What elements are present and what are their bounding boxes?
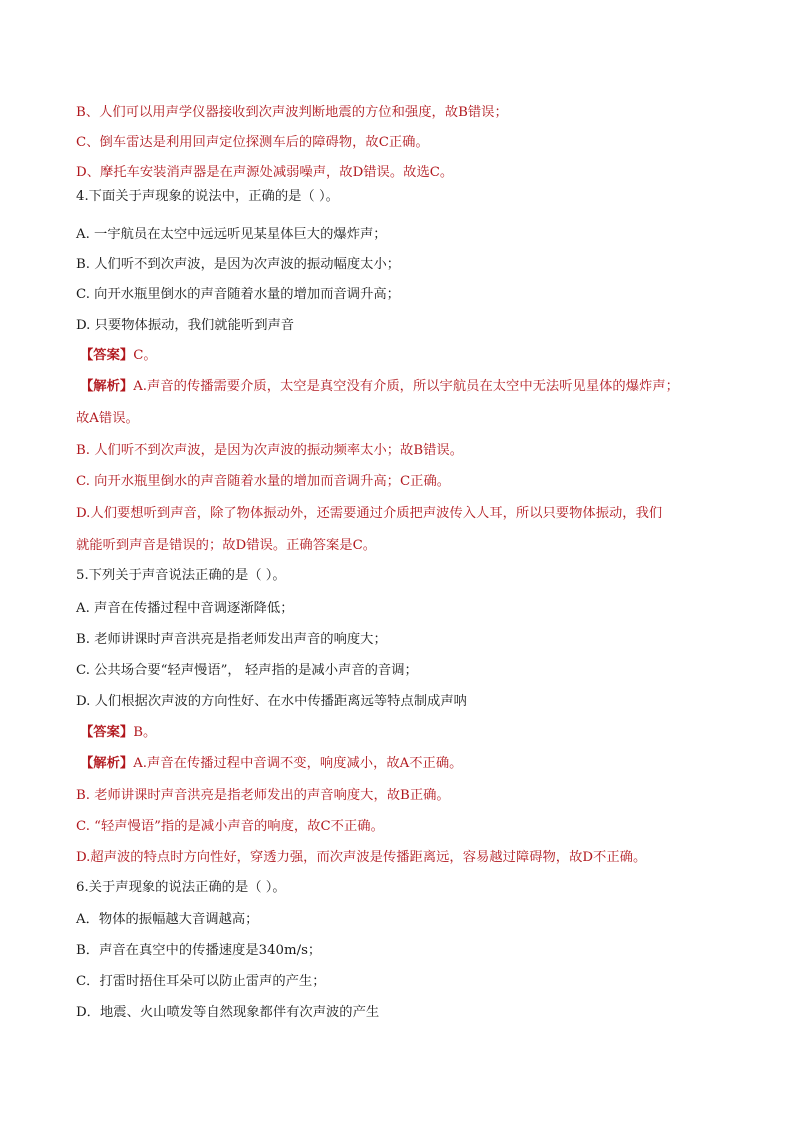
line-text: 4.下面关于声现象的说法中，正确的是（ ）。	[76, 189, 339, 204]
question-6-option-b	[76, 942, 321, 960]
line-text: A.声音的传播需要介质，太空是真空没有介质，所以宇航员在太空中无法听见星体的爆炸声；	[133, 379, 679, 394]
line-text: A. 一宇航员在太空中远远听见某星体巨大的爆炸声；	[76, 227, 387, 242]
line-text: 5.下列关于声音说法正确的是（ ）。	[76, 568, 286, 583]
question-4-option-d	[76, 317, 294, 335]
line-text: D．地震、火山喷发等自然现象都伴有次声波的产生	[76, 1005, 380, 1020]
question-4-option-a	[76, 226, 387, 244]
line-text: C. 公共场合要“轻声慢语”， 轻声指的是减小声音的音调；	[76, 663, 418, 678]
answer-label: 【答案】	[80, 348, 134, 363]
explanation-line-c-q3	[76, 134, 429, 152]
line-text: D、摩托车安装消声器是在声源处减弱噪声，故D错误。故选C。	[76, 165, 454, 180]
line-text: C。	[133, 348, 157, 363]
question-5-option-b	[76, 631, 387, 649]
question-6-option-d	[76, 1004, 379, 1022]
line-text: B．声音在真空中的传播速度是340m/s；	[76, 943, 322, 958]
line-text: D. 只要物体振动，我们就能听到声音	[76, 318, 295, 333]
question-4-analysis-b	[76, 442, 463, 460]
question-4-analysis-d	[76, 505, 662, 523]
question-5-analysis-c	[76, 818, 384, 836]
line-text: A.声音在传播过程中音调不变，响度减小，故A不正确。	[133, 756, 463, 771]
question-5-option-c	[76, 662, 418, 680]
line-text: B. 老师讲课时声音洪亮是指老师发出声音的响度大；	[76, 632, 387, 647]
analysis-label: 【解析】	[80, 379, 134, 394]
line-text: B. 人们听不到次声波，是因为次声波的振动幅度太小；	[76, 257, 401, 272]
line-text: 就能听到声音是错误的；故D错误。正确答案是C。	[76, 538, 377, 553]
line-text: C．打雷时捂住耳朵可以防止雷声的产生；	[76, 974, 326, 989]
line-text: D.人们要想听到声音，除了物体振动外，还需要通过介质把声波传入人耳，所以只要物体振动，我们	[76, 506, 663, 521]
question-5-stem	[76, 567, 286, 585]
question-5-analysis-b	[76, 787, 450, 805]
line-text: C. 向开水瓶里倒水的声音随着水量的增加而音调升高；	[76, 287, 400, 302]
question-4-answer	[80, 347, 157, 365]
line-text: D. 人们根据次声波的方向性好、在水中传播距离远等特点制成声呐	[76, 694, 467, 709]
question-5-option-d	[76, 693, 467, 711]
line-text: B。	[133, 725, 157, 740]
question-4-analysis-c	[76, 473, 450, 491]
line-text: 6.关于声现象的说法正确的是（ ）。	[76, 880, 286, 895]
question-6-option-a	[76, 911, 258, 929]
explanation-line-d-q3	[76, 164, 453, 182]
line-text: B. 老师讲课时声音洪亮是指老师发出的声音响度大，故B正确。	[76, 788, 450, 803]
question-4-analysis-d-cont	[76, 537, 376, 555]
question-4-option-c	[76, 286, 400, 304]
answer-label: 【答案】	[80, 725, 134, 740]
question-5-answer	[80, 724, 156, 742]
question-4-analysis-a	[80, 378, 679, 396]
question-4-analysis-a-cont	[76, 410, 139, 428]
line-text: 故A错误。	[76, 411, 139, 426]
question-6-option-c	[76, 973, 326, 991]
line-text: D.超声波的特点时方向性好，穿透力强，而次声波是传播距离远，容易越过障碍物，故D不正确。	[76, 850, 647, 865]
question-4-stem	[76, 188, 339, 206]
line-text: B. 人们听不到次声波，是因为次声波的振动频率太小；故B错误。	[76, 443, 464, 458]
line-text: A. 声音在传播过程中音调逐渐降低；	[76, 601, 294, 616]
line-text: C. “轻声慢语”指的是减小声音的响度，故C不正确。	[76, 819, 384, 834]
line-text: B、人们可以用声学仪器接收到次声波判断地震的方位和强度，故B错误；	[76, 105, 508, 120]
question-5-analysis-d	[76, 849, 646, 867]
explanation-line-b-q3	[76, 104, 508, 122]
question-5-analysis-a	[80, 755, 462, 773]
question-5-option-a	[76, 600, 294, 618]
analysis-label: 【解析】	[80, 756, 134, 771]
line-text: C、倒车雷达是利用回声定位探测车后的障碍物，故C正确。	[76, 135, 429, 150]
line-text: C. 向开水瓶里倒水的声音随着水量的增加而音调升高；C正确。	[76, 474, 451, 489]
line-text: A．物体的振幅越大音调越高；	[76, 912, 259, 927]
question-4-option-b	[76, 256, 400, 274]
question-6-stem	[76, 879, 286, 897]
